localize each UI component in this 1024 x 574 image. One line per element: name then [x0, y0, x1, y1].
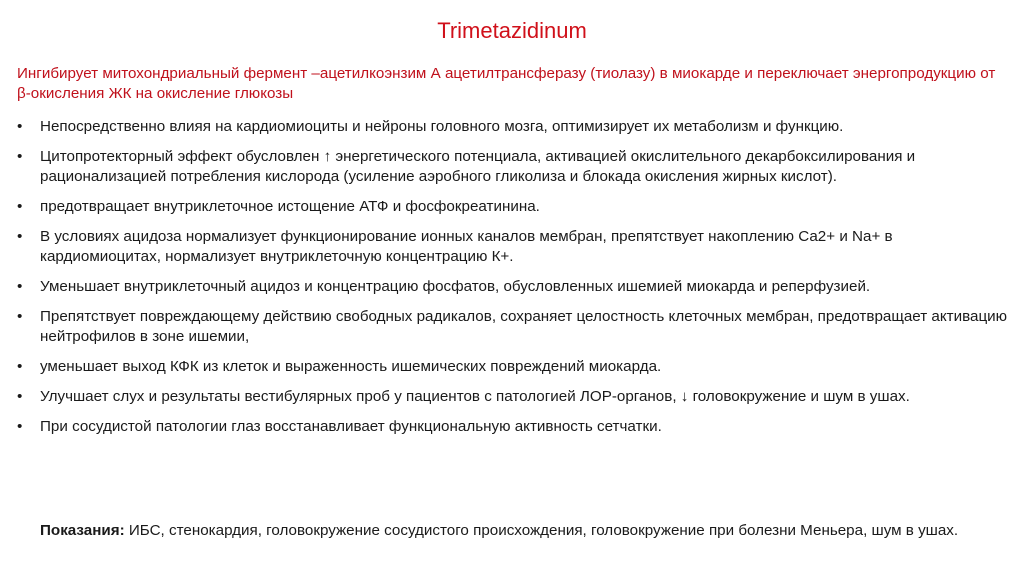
bullet-text: В условиях ацидоза нормализует функционирование ионных каналов мембран, препятствует накоплению Са2+ и Na+ в кардиомиоцитах, нормализует внутриклеточную концентрацию К+.	[40, 228, 893, 265]
bullet-item	[17, 387, 1012, 407]
bullet-item	[17, 227, 1012, 267]
bullet-marker: •	[17, 198, 23, 215]
bullet-item	[17, 357, 1012, 377]
bullet-marker: •	[17, 148, 23, 165]
bullet-item	[17, 277, 1012, 297]
bullet-marker: •	[17, 358, 23, 375]
bullet-marker: •	[17, 118, 23, 135]
indications-text: ИБС, стенокардия, головокружение сосудистого происхождения, головокружение при болезни Меньера, шум в ушах.	[124, 522, 959, 539]
bullet-item	[17, 117, 1012, 137]
bullet-marker: •	[17, 388, 23, 405]
bullet-item	[17, 417, 1012, 437]
bullet-text: Цитопротекторный эффект обусловлен ↑ энергетического потенциала, активацией окислительного декарбоксилирования и рационализацией потребления кислорода (усиление аэробного гликолиза и блокада окисления жирных кислот).	[40, 148, 916, 185]
bullet-text: При сосудистой патологии глаз восстанавливает функциональную активность сетчатки.	[40, 418, 662, 435]
bullet-marker: •	[17, 228, 23, 245]
bullet-text: предотвращает внутриклеточное истощение АТФ и фосфокреатинина.	[40, 198, 540, 215]
indications-label: Показания:	[40, 522, 125, 539]
bullet-text: Непосредственно влияя на кардиомиоциты и нейроны головного мозга, оптимизирует их метаболизм и функцию.	[40, 118, 844, 135]
bullet-list	[17, 117, 1012, 447]
bullet-text: уменьшает выход КФК из клеток и выраженность ишемических повреждений миокарда.	[40, 358, 662, 375]
bullet-item	[17, 307, 1012, 347]
bullet-item	[17, 197, 1012, 217]
bullet-text: Препятствует повреждающему действию свободных радикалов, сохраняет целостность клеточных мембран, предотвращает активацию нейтрофилов в зоне ишемии,	[40, 308, 1008, 345]
bullet-text: Улучшает слух и результаты вестибулярных проб у пациентов с патологией ЛОР-органов, ↓ головокружение и шум в ушах.	[40, 388, 910, 405]
intro-paragraph: Ингибирует митохондриальный фермент –ацетилкоэнзим А ацетилтрансферазу (тиолазу) в миокарде и переключает энергопродукцию от β-окисления ЖК на окисление глюкозы	[17, 65, 996, 102]
bullet-marker: •	[17, 308, 23, 325]
indications-paragraph	[40, 521, 1010, 541]
bullet-text: Уменьшает внутриклеточный ацидоз и концентрацию фосфатов, обусловленных ишемией миокарда и реперфузией.	[40, 278, 871, 295]
bullet-marker: •	[17, 418, 23, 435]
slide-title: Trimetazidinum	[437, 18, 587, 43]
bullet-item	[17, 147, 1012, 187]
bullet-marker: •	[17, 278, 23, 295]
